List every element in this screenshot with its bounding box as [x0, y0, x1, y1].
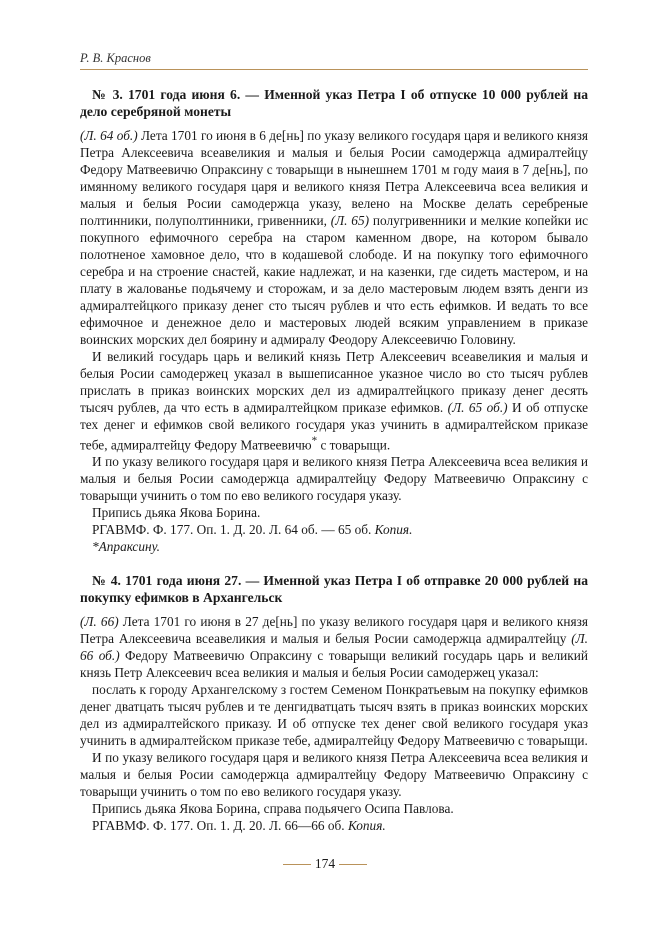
copy-label: Копия. — [347, 818, 386, 834]
doc-4-paragraph-3: И по указу великого государя царя и великого князя Петра Алексеевича всеа великия и малыя и белыя Росии самодержца адмиралтейцу Федору Матвеевичю Опраксину с товарыщи учинить о том по ево великого государя указу. — [80, 750, 588, 800]
doc-3-paragraph-1 — [80, 127, 588, 348]
doc-4-title: № 4. 1701 года июня 27. — Именной указ Петра I об отправке 20 000 рублей на покупку ефимков в Архангельск — [80, 573, 588, 606]
archive-text: РГАВМФ. Ф. 177. Оп. 1. Д. 20. Л. 66—66 об. — [92, 818, 348, 834]
folio-ref: (Л. 65 об.) — [447, 400, 508, 415]
text-run: Лета 1701 го июня в 27 де[нь] по указу великого государя царя и великого князя Петра Алексеевича всеавеликия и малыя и белыя Росии самодержца адмиралтейцу — [80, 614, 588, 647]
doc-3-title: № 3. 1701 года июня 6. — Именной указ Петра I об отпуске 10 000 рублей на дело серебряной монеты — [80, 87, 588, 119]
text-run: Федору Матвеевичю Опраксину с товарыщи великий государь царь и великий князь Петр Алексеевич всеа великия и малыя и белыя Росии самодержец указал: — [80, 648, 588, 681]
doc-3-archive-ref — [80, 521, 588, 538]
folio-ref: (Л. 66) — [80, 614, 119, 630]
doc-3-footnote: *Апраксину. — [92, 539, 160, 555]
folio-ref: (Л. 65) — [330, 213, 370, 228]
copy-label: Копия. — [374, 522, 413, 538]
running-head: Р. В. Краснов — [80, 51, 151, 65]
page-folio — [0, 856, 650, 872]
folio-rule-left — [283, 864, 311, 865]
folio-rule-right — [339, 864, 367, 865]
archive-text: РГАВМФ. Ф. 177. Оп. 1. Д. 20. Л. 64 об. — 65 об. — [92, 522, 375, 538]
text-run: Лета 1701 го июня в 6 де[нь] по указу великого государя царя и великого князя Петра Алексеевича всеавеликия и малыя и белыя Росии самодержца адмиралтейцу Федору Матвеевичю Опраксину с товарыщи в нынешнем 1701 м году маия в 7 де[нь], по имянному великого государя царя и великого князя Петра Алексеевича всеа великия и малыя и белыя Росии самодержца указу, велено на Москве делать серебреные полтинники, полуполтинники, гривенники, — [80, 128, 588, 228]
doc-4-signature: Припись дьяка Якова Борина, справа подьячего Осипа Павлова. — [92, 801, 454, 817]
doc-4-paragraph-2: послать к городу Архангелскому з гостем Семеном Понкратьевым на покупку ефимков денег дватцать тысяч рублев и те денгидватцать тысяч взять в приказ воинских морских дел из адмиралтейского приказу. И об отпуске тех денег свой великого государя указ учинить в адмиралтейском приказе тебе, адмиралтейцу Федору Матвеевичю с товарыщи. — [80, 682, 588, 749]
text-run: И великий государь царь и великий князь Петр Алексеевич всеавеликия и малыя и белыя Росии самодержец указал в вышеписанное указное число во сто тысяч рублев прислать в приказ воинских морских дел из адмиралтейцкого приказу денег десять тысяч рублев, да что есть в адмиралтейцком приказе ефимков. — [80, 349, 588, 415]
page-content — [80, 86, 588, 834]
folio-ref: (Л. 64 об.) — [80, 128, 138, 143]
page-number: 174 — [314, 856, 336, 871]
text-run: с товарыщи. — [317, 437, 391, 453]
text-run: полугривенники и мелкие копейки ис покупного ефимочного серебра на старом каменном дворе, на котором бывало полотненое хамовное дело, что в кодашевой слободе. И на покупку того ефимочного серебра и на строение снастей, какие надлежат, и на казенки, где сидеть мастером, и на плату в жалованье подьячему и сторожам, и за дело мастеровым людем взять денги из адмиралтейцкого приказу денег сто тысяч рублев и что есть ефимков. И ведать то все ефимочное и денежное дело и мастеровых людей всяким управлением в приказе воинских морских дел боярину и адмиралу Феодору Алексеевичю Головину. — [80, 213, 588, 347]
doc-3-paragraph-2 — [80, 348, 588, 453]
doc-3-signature: Припись дьяка Якова Борина. — [92, 505, 261, 521]
doc-3-paragraph-3: И по указу великого государя царя и великого князя Петра Алексеевича всеа великия и малыя и белыя Росии самодержца адмиралтейцу Федору Матвеевичю Опраксину с товарыщи учинить о том по ево великого государя указу. — [80, 454, 588, 504]
folio-ref: (Л. 66 об.) — [80, 631, 588, 664]
doc-4-paragraph-1 — [80, 613, 588, 681]
spacer — [80, 555, 588, 572]
footnote-marker: * — [311, 435, 318, 447]
doc-4-archive-ref — [80, 817, 588, 834]
header-rule — [80, 69, 588, 70]
text-run: И об отпуске тех денег и ефимков свой великого государя указ учинить в адмиралтейском приказе тебе, адмиралтейцу Федору Матвеевичю — [80, 400, 588, 453]
